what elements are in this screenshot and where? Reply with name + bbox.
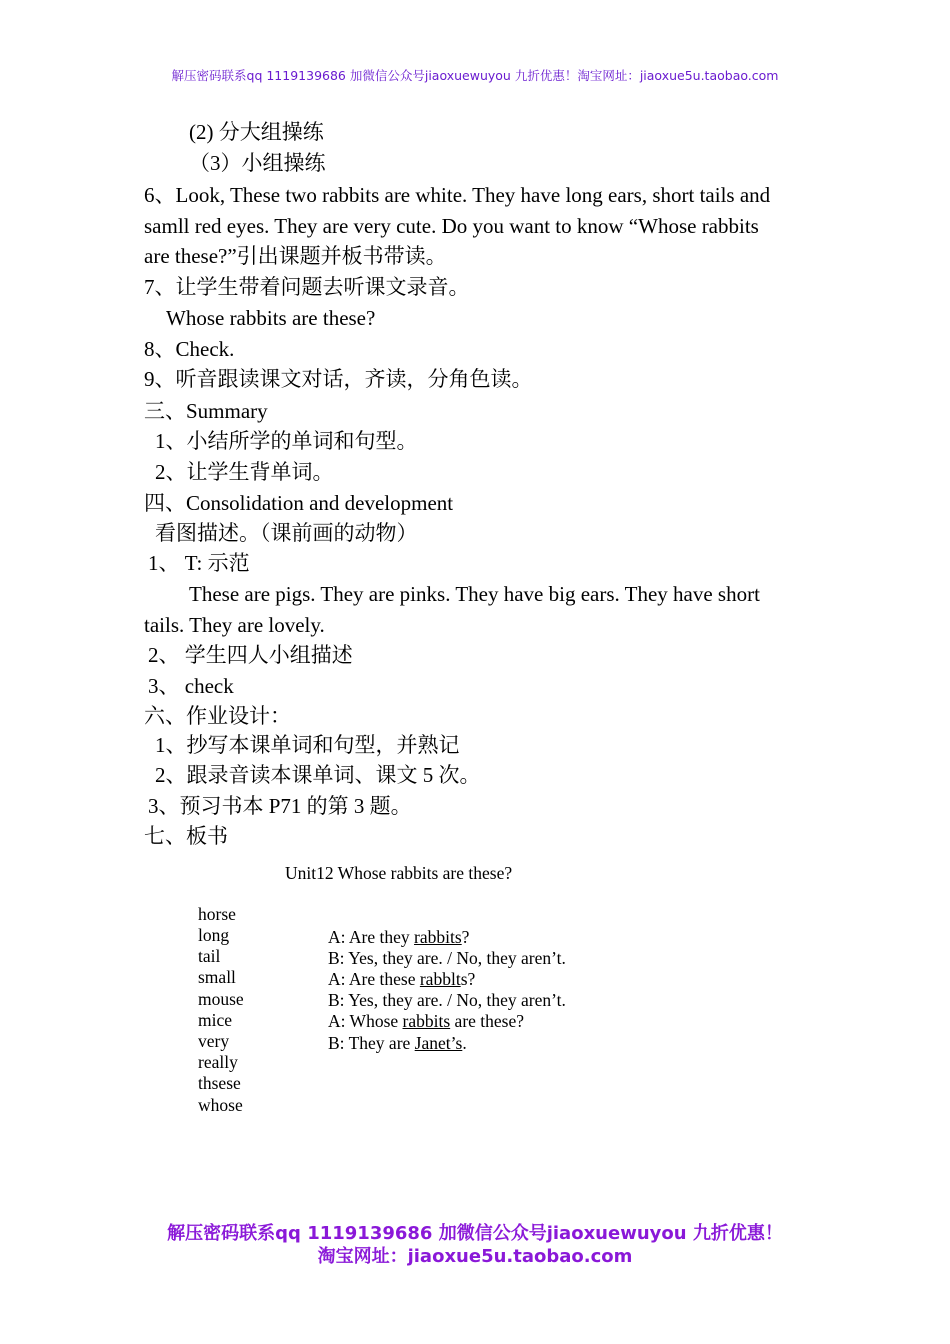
board-word: small [198, 967, 236, 987]
dialogue-line: B: Yes, they are. / No, they aren’t. [328, 948, 566, 968]
text-line: tails. They are lovely. [144, 613, 325, 637]
board-title: Unit12 Whose rabbits are these? [285, 863, 513, 883]
board-word: very [198, 1031, 230, 1051]
text-line: 2、让学生背单词。 [155, 460, 334, 484]
text-line: 2、跟录音读本课单词、课文 5 次。 [155, 763, 481, 787]
section-heading: 四、Consolidation and development [144, 491, 454, 515]
footer-watermark-line2: 淘宝网址：jiaoxue5u.taobao.com [317, 1246, 633, 1267]
text-line: 1、 T: 示范 [148, 551, 250, 575]
text-line: 3、 check [148, 674, 234, 698]
footer-watermark-line1: 解压密码联系qq 1119139686 加微信公众号jiaoxuewuyou 九折优惠！ [167, 1223, 783, 1244]
board-word: really [198, 1052, 238, 1072]
text-line: 1、小结所学的单词和句型。 [155, 429, 418, 453]
dialogue-line: B: Yes, they are. / No, they aren’t. [328, 990, 566, 1010]
dialogue-line: A: Whose rabbits are these? [328, 1011, 525, 1031]
section-heading: 七、板书 [144, 824, 228, 848]
header-watermark: 解压密码联系qq 1119139686 加微信公众号jiaoxuewuyou 九折优惠！淘宝网址：jiaoxue5u.taobao.com [171, 68, 779, 83]
dialogue-line: A: Are these rabblts? [328, 969, 476, 989]
text-line: 6、Look, These two rabbits are white. They have long ears, short tails and [144, 183, 771, 207]
section-heading: 六、作业设计： [144, 704, 291, 728]
text-line: (2) 分大组操练 [189, 120, 324, 144]
board-word: whose [198, 1095, 243, 1115]
text-line: 9、听音跟读课文对话，齐读，分角色读。 [144, 367, 533, 391]
dialogue-line: A: Are they rabbits? [328, 927, 470, 947]
text-line: Whose rabbits are these? [166, 306, 376, 330]
board-word: thsese [198, 1073, 241, 1093]
board-word: long [198, 925, 230, 945]
board-word: horse [198, 904, 236, 924]
section-heading: 三、Summary [144, 399, 268, 423]
board-word: mice [198, 1010, 233, 1030]
text-line: （3）小组操练 [189, 151, 326, 175]
text-line: 2、 学生四人小组描述 [148, 643, 353, 667]
board-word: mouse [198, 989, 244, 1009]
dialogue-line: B: They are Janet’s. [328, 1033, 467, 1053]
text-line: 看图描述。（课前画的动物） [155, 521, 418, 545]
text-line: are these?”引出课题并板书带读。 [144, 244, 447, 268]
text-line: These are pigs. They are pinks. They have big ears. They have short [189, 582, 760, 606]
board-word: tail [198, 946, 221, 966]
text-line: 1、抄写本课单词和句型，并熟记 [155, 733, 460, 757]
text-line: 3、预习书本 P71 的第 3 题。 [148, 794, 412, 818]
text-line: samll red eyes. They are very cute. Do you want to know “Whose rabbits [144, 214, 759, 238]
text-line: 8、Check. [144, 337, 235, 361]
text-line: 7、让学生带着问题去听课文录音。 [144, 275, 470, 299]
